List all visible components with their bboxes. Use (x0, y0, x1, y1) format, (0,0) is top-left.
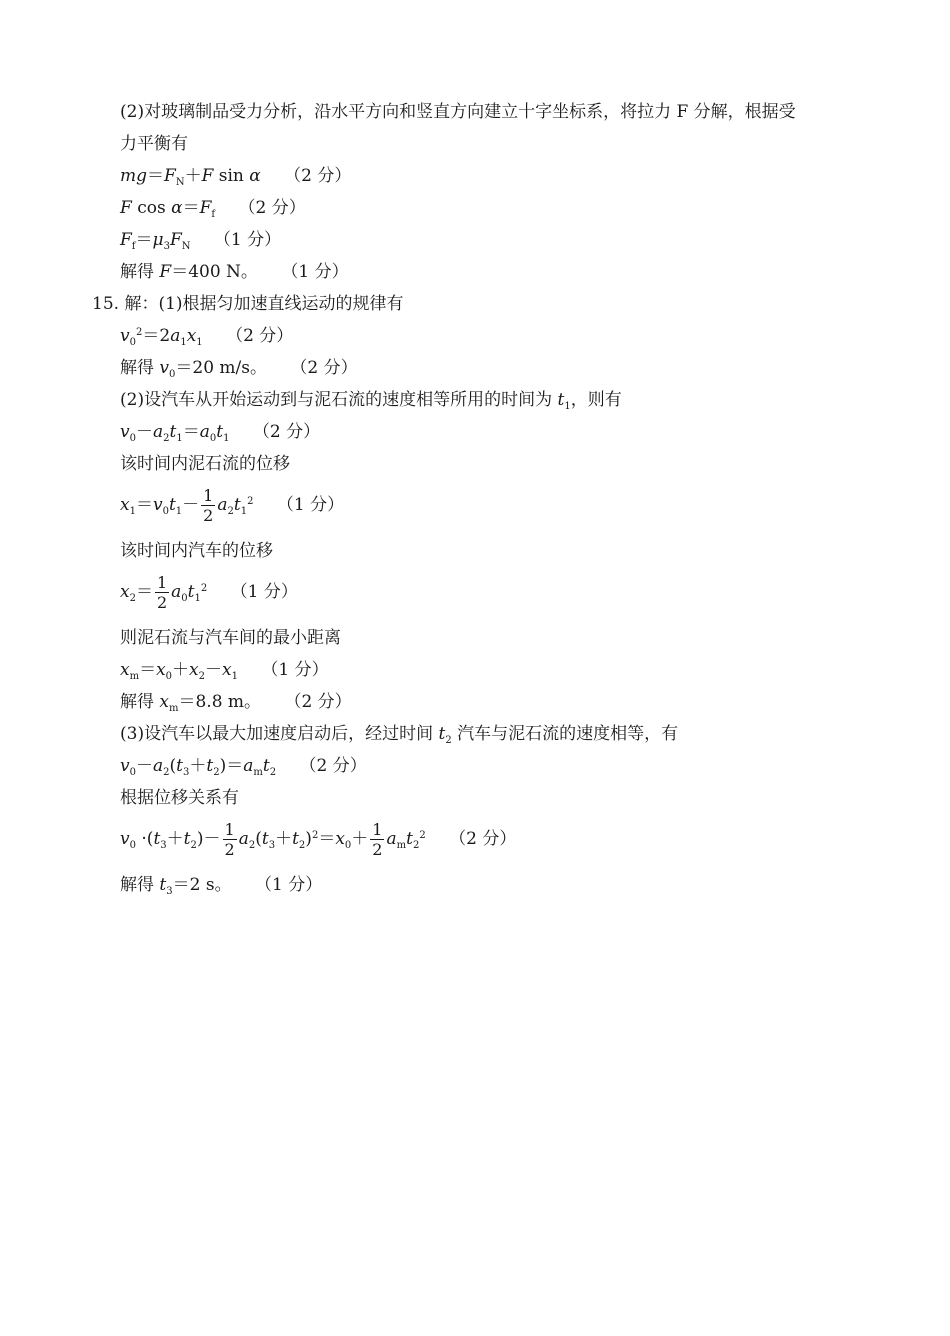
points-label: （1 分） (261, 660, 329, 680)
points-label: （2 分） (449, 829, 517, 849)
fraction-half: $\frac{1}{2}$ (224, 820, 235, 859)
points-label: （2 分） (226, 326, 294, 346)
points-label: （2 分） (290, 358, 358, 378)
q15-mud-displacement-label: 该时间内泥石流的位移 (120, 454, 290, 474)
q15-part2-intro: (2)设汽车从开始运动到与泥石流的速度相等所用的时间为 $t_1$，则有 (120, 390, 622, 412)
result-force: 解得 F＝400 N。 （1 分） (120, 262, 349, 282)
equation-x1: $x_1=v_0t_1-$ $\frac{1}{2}$ $a_2t_1^2$ （1 分） (120, 486, 345, 525)
points-label: （1 分） (213, 230, 282, 250)
result-xm: 解得 $x_m=8.8$ m。 （2 分） (120, 692, 352, 714)
q15-min-distance-label: 则泥石流与汽车间的最小距离 (120, 628, 341, 648)
points-label: （2 分） (284, 166, 352, 186)
points-label: （2 分） (238, 198, 306, 218)
equation-xm: $x_m=x_0+x_2-x_1$ （1 分） (120, 660, 329, 682)
equation-velocity-equal: $v_0-a_2t_1=a_0t_1$ （2 分） (120, 422, 321, 444)
equation-velocity-equal-2: $v_0-a_2(t_3+t_2)=a_mt_2$ （2 分） (120, 756, 367, 778)
q15-displacement-relation-label: 根据位移关系有 (120, 788, 239, 808)
question-number: 15. 解： (92, 294, 159, 314)
result-t3: 解得 $t_3=2$ s。 （1 分） (120, 875, 323, 897)
fraction-half: $\frac{1}{2}$ (372, 820, 383, 859)
q15-part1-intro: (1)根据匀加速直线运动的规律有 (158, 294, 404, 314)
q15-car-displacement-label: 该时间内汽车的位移 (120, 541, 273, 561)
equation-fcos: F $\cos \alpha=F_f$ （2 分） (120, 198, 306, 220)
q15-part3-intro: (3)设汽车以最大加速度启动后，经过时间 $t_2$ 汽车与泥石流的速度相等，有 (120, 724, 679, 746)
points-label: （1 分） (276, 495, 345, 515)
points-label: （1 分） (254, 875, 323, 895)
points-label: （2 分） (252, 422, 321, 442)
q14-part2-intro-cont: 力平衡有 (120, 134, 188, 154)
q15-heading (92, 293, 404, 315)
points-label: （1 分） (230, 582, 298, 602)
fraction-half: $\frac{1}{2}$ (203, 486, 214, 525)
fraction-half: $\frac{1}{2}$ (156, 573, 168, 612)
equation-x2: $x_2=$ $\frac{1}{2}$ $a_0t_1^2$ （1 分） (120, 573, 298, 612)
equation-v0-squared: $v_0^2=2a_1x_1$ （2 分） (120, 326, 294, 348)
points-label: （2 分） (284, 692, 352, 712)
result-v0: 解得 $v_0=20$ m/s。 （2 分） (120, 358, 358, 380)
equation-mg: $mg=F_N+F$ sin α （2 分） (120, 166, 352, 188)
equation-friction: $F_f=\mu_3F_N$ （1 分） (120, 230, 282, 252)
points-label: （1 分） (281, 262, 349, 282)
points-label: （2 分） (299, 756, 367, 776)
equation-displacement-relation: $v_0 \cdot(t_3+t_2)-$ $\frac{1}{2}$ $a_2(t_3+t_2)^2=x_0+$ $\frac{1}{2}$ $a_mt_2^2$ （2 分） (120, 820, 517, 859)
q14-part2-intro: (2)对玻璃制品受力分析，沿水平方向和竖直方向建立十字坐标系，将拉力 F 分解，根据受 (120, 102, 796, 122)
